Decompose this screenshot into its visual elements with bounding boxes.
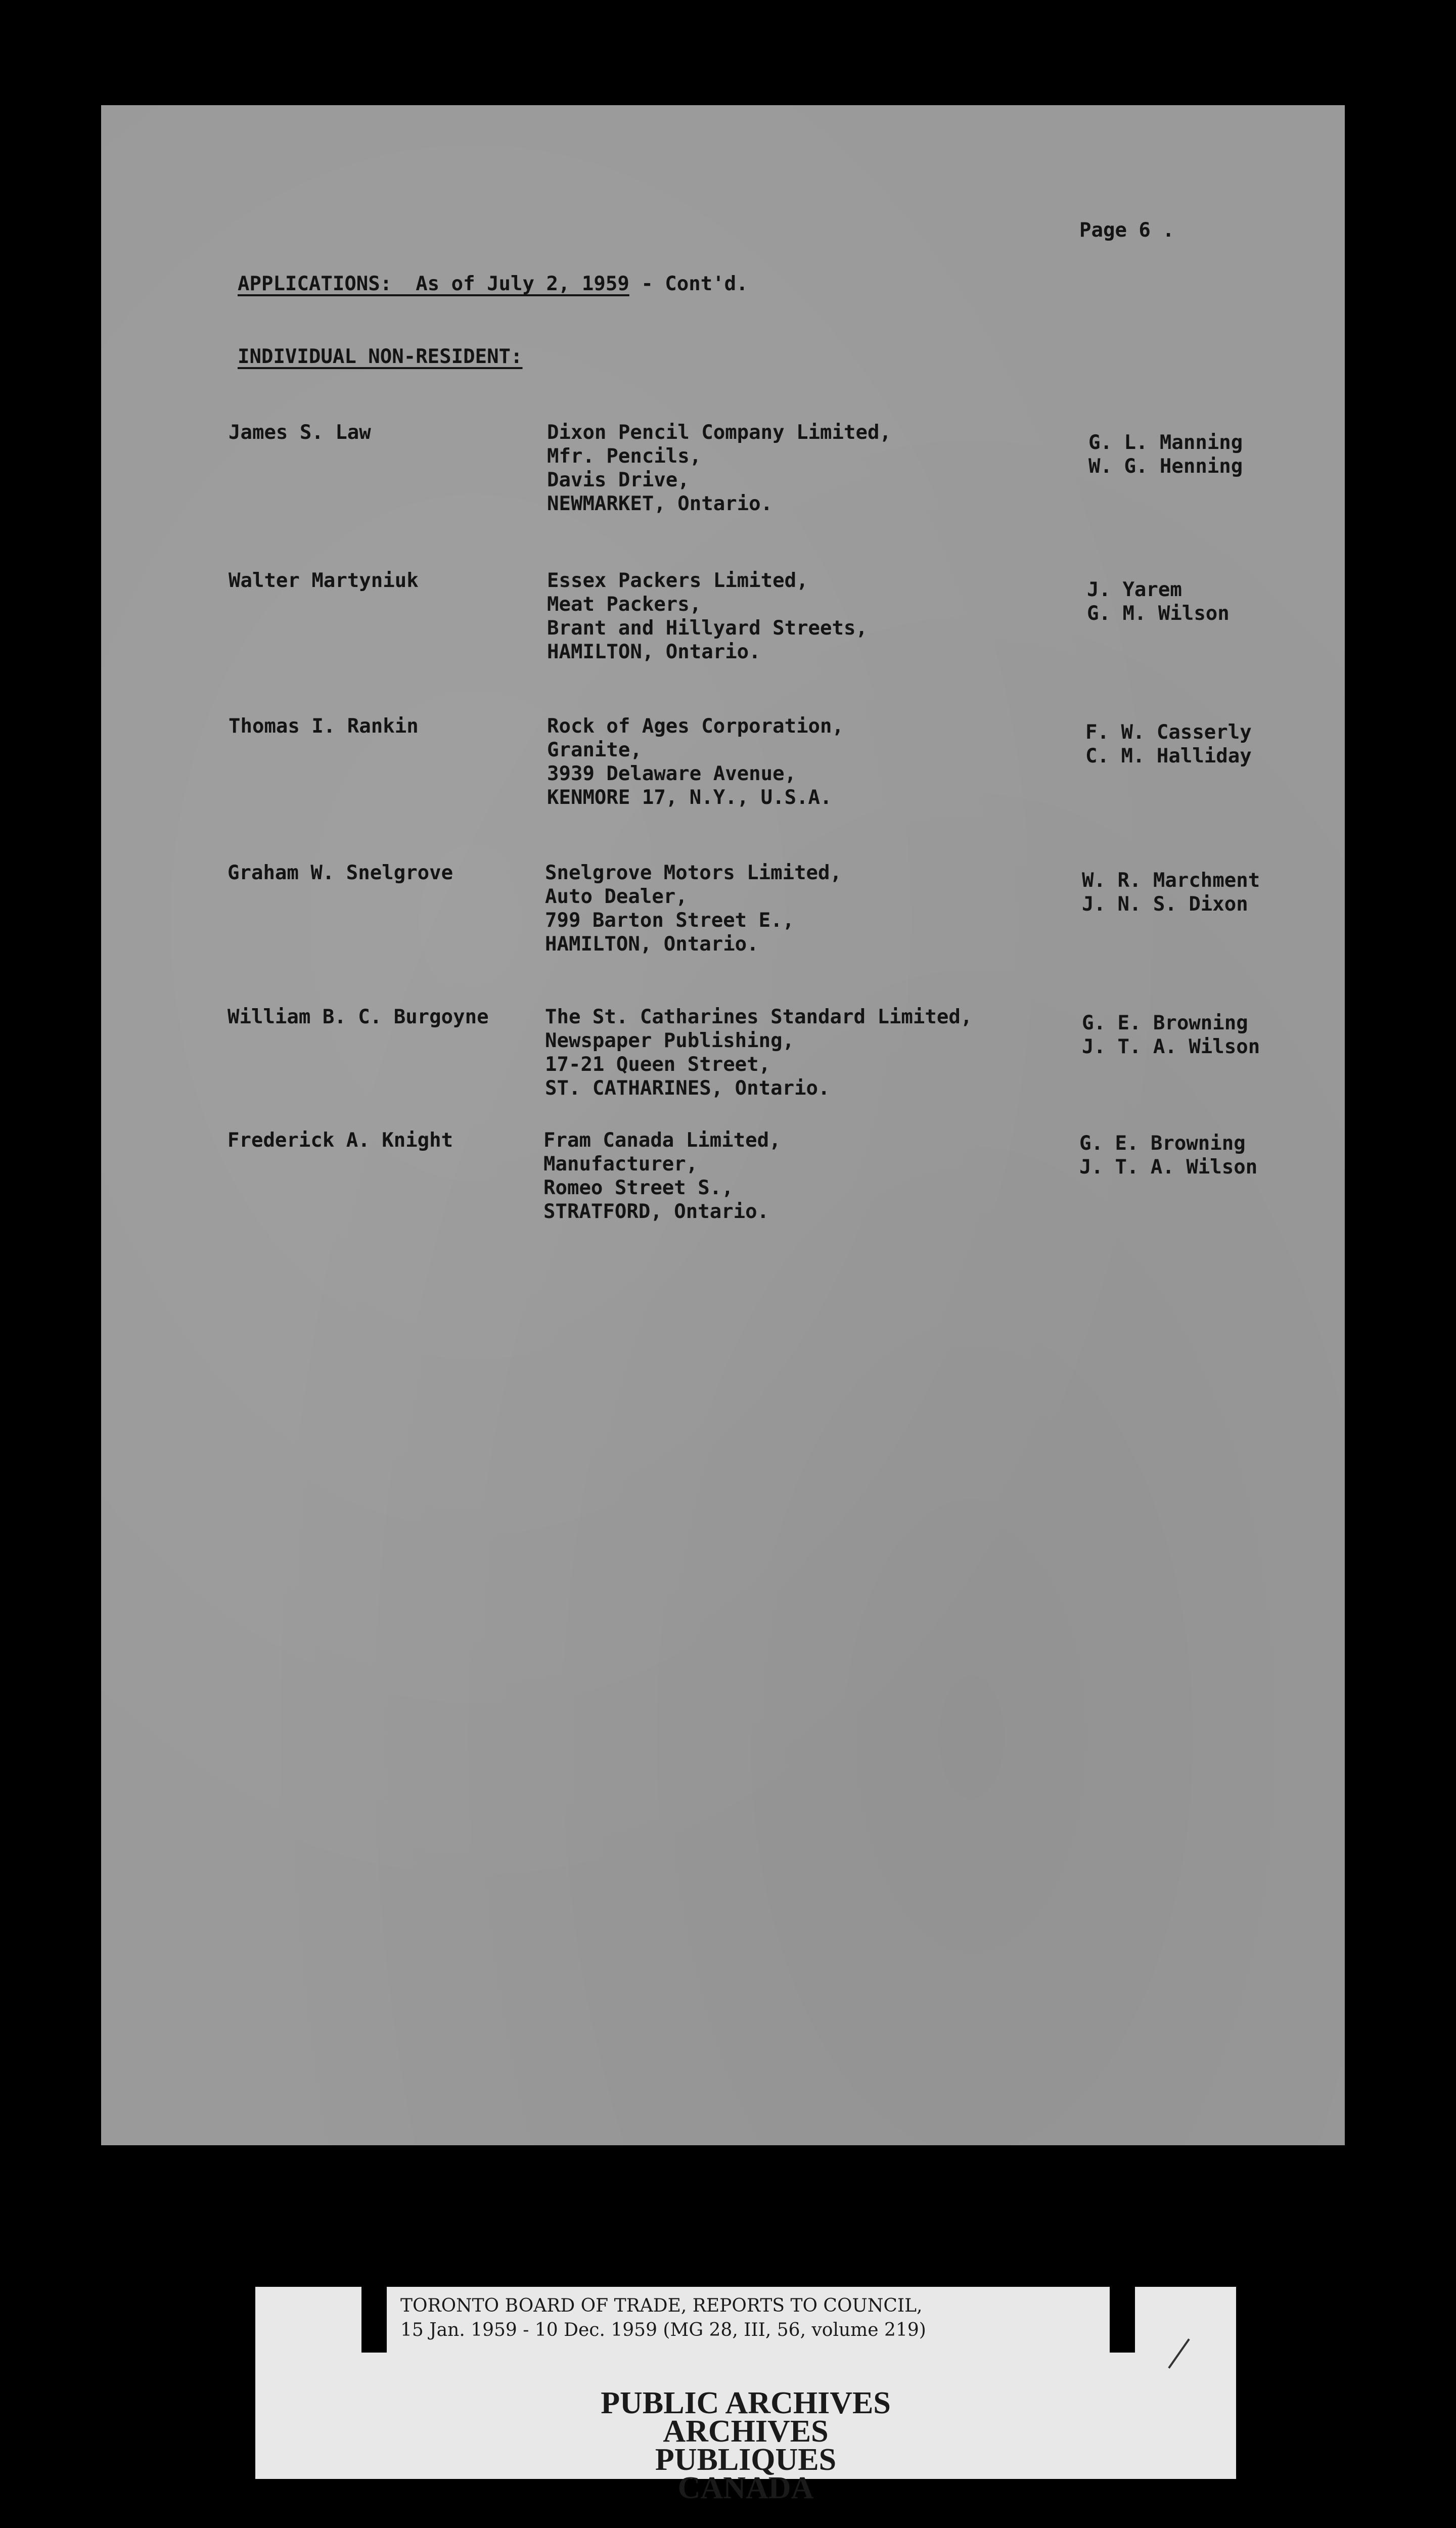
sponsor-name: J. T. A. Wilson — [1079, 1156, 1258, 1179]
address-line: KENMORE 17, N.Y., U.S.A. — [547, 786, 832, 809]
address-line: Meat Packers, — [547, 593, 702, 616]
address-line: Essex Packers Limited, — [547, 569, 808, 592]
public-archives-stamp — [581, 2386, 910, 2505]
applicant-name: Thomas I. Rankin — [229, 715, 419, 738]
company-address — [543, 1128, 781, 1224]
sponsors — [1082, 869, 1260, 916]
archive-reference-line-1: TORONTO BOARD OF TRADE, REPORTS TO COUNCIL, — [400, 2295, 923, 2316]
address-line: Davis Drive, — [547, 469, 690, 491]
archive-reference-line-2: 15 Jan. 1959 - 10 Dec. 1959 (MG 28, III, 56, volume 219) — [400, 2320, 926, 2340]
stamp-line: CANADA — [677, 2471, 814, 2505]
sponsor-name: J. Yarem — [1087, 578, 1182, 601]
applicant-name: Frederick A. Knight — [228, 1129, 453, 1152]
address-line: HAMILTON, Ontario. — [545, 933, 759, 956]
address-line: Snelgrove Motors Limited, — [545, 862, 842, 884]
address-line: Brant and Hillyard Streets, — [547, 617, 868, 640]
heading-line — [238, 272, 748, 296]
address-line: Manufacturer, — [543, 1153, 698, 1176]
sponsors — [1079, 1132, 1257, 1179]
address-line: 3939 Delaware Avenue, — [547, 762, 797, 785]
label-notch-left — [361, 2287, 387, 2353]
address-line: The St. Catharines Standard Limited, — [545, 1006, 973, 1028]
address-line: NEWMARKET, Ontario. — [547, 492, 773, 515]
sponsor-name: J. N. S. Dixon — [1082, 893, 1248, 916]
address-line: 17-21 Queen Street, — [545, 1053, 771, 1076]
address-line: Romeo Street S., — [543, 1177, 734, 1199]
applicant-name: Graham W. Snelgrove — [228, 862, 453, 884]
address-line: Granite, — [547, 739, 642, 761]
sponsor-name: J. T. A. Wilson — [1082, 1035, 1260, 1058]
company-address — [545, 1005, 972, 1100]
address-line: Fram Canada Limited, — [543, 1129, 781, 1152]
address-line: HAMILTON, Ontario. — [547, 641, 761, 663]
company-address — [547, 569, 868, 664]
address-line: Newspaper Publishing, — [545, 1029, 795, 1052]
sponsor-name: G. E. Browning — [1082, 1012, 1248, 1034]
page-number: Page 6 . — [1079, 219, 1174, 242]
stamp-line: PUBLIC ARCHIVES — [601, 2386, 891, 2420]
sponsors — [1082, 1011, 1260, 1059]
address-line: ST. CATHARINES, Ontario. — [545, 1077, 830, 1100]
sponsor-name: C. M. Halliday — [1085, 745, 1252, 768]
applicant-name: William B. C. Burgoyne — [228, 1006, 489, 1028]
sponsor-name: G. E. Browning — [1079, 1132, 1246, 1155]
address-line: Rock of Ages Corporation, — [547, 715, 844, 738]
sponsor-name: W. R. Marchment — [1082, 869, 1260, 892]
address-line: Auto Dealer, — [545, 885, 688, 908]
document-page — [101, 105, 1345, 2145]
address-line: 799 Barton Street E., — [545, 909, 795, 932]
company-address — [547, 421, 891, 516]
applications-heading: APPLICATIONS: As of July 2, 1959 — [238, 273, 629, 295]
address-line: STRATFORD, Ontario. — [543, 1200, 769, 1223]
sponsors — [1088, 431, 1243, 478]
heading-continued: - Cont'd. — [629, 273, 748, 295]
company-address — [545, 861, 842, 956]
sponsors — [1085, 720, 1252, 768]
sponsors — [1087, 578, 1230, 625]
label-notch-right — [1110, 2287, 1135, 2353]
applicant-name: James S. Law — [229, 421, 371, 444]
section-heading: INDIVIDUAL NON-RESIDENT: — [238, 345, 523, 368]
applicant-name: Walter Martyniuk — [229, 569, 419, 592]
sponsor-name: G. L. Manning — [1088, 431, 1243, 454]
sponsor-name: G. M. Wilson — [1087, 602, 1230, 625]
company-address — [547, 714, 844, 809]
sponsor-name: W. G. Henning — [1088, 455, 1243, 478]
stamp-line: ARCHIVES PUBLIQUES — [655, 2414, 837, 2477]
sponsor-name: F. W. Casserly — [1085, 721, 1252, 744]
address-line: Dixon Pencil Company Limited, — [547, 421, 891, 444]
address-line: Mfr. Pencils, — [547, 445, 702, 468]
